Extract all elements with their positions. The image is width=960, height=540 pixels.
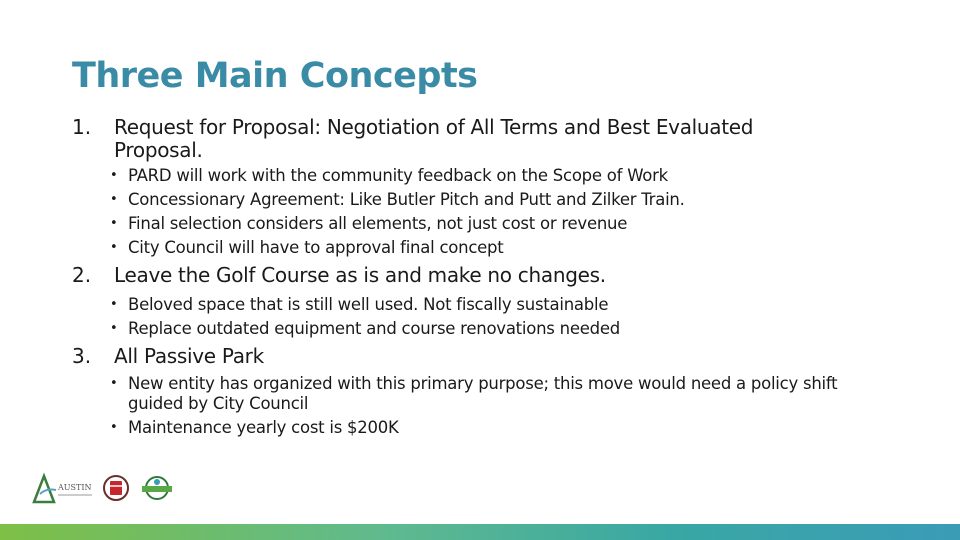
bullet-item xyxy=(110,238,932,258)
bullet-item xyxy=(110,214,932,234)
slide-body xyxy=(72,116,932,442)
bullet-item xyxy=(110,374,890,414)
bullet-text: Beloved space that is still well used. Not fiscally sustainable xyxy=(128,295,609,314)
golf-badge-logo xyxy=(142,477,172,499)
partner-logos xyxy=(30,468,180,508)
bullet-icon: • xyxy=(110,192,118,207)
bullet-icon: • xyxy=(110,420,118,435)
bullet-item xyxy=(110,190,932,210)
seal-logo xyxy=(104,476,128,500)
slide-title: Three Main Concepts xyxy=(72,56,478,96)
bullet-text: PARD will work with the community feedback on the Scope of Work xyxy=(128,166,668,185)
bullet-icon: • xyxy=(110,168,118,183)
logo-group xyxy=(30,468,180,508)
concept-number: 3. xyxy=(72,344,92,368)
concept-bullets xyxy=(72,374,932,438)
bullet-icon: • xyxy=(110,216,118,231)
austin-logo-text: AUSTIN xyxy=(58,483,92,492)
bullet-text: New entity has organized with this primary purpose; this move would need a policy shift guided by City Council xyxy=(128,374,838,413)
austin-parks-logo xyxy=(34,476,92,502)
concept-text: All Passive Park xyxy=(114,344,264,368)
bullet-text: Final selection considers all elements, not just cost or revenue xyxy=(128,214,628,233)
bullet-text: Maintenance yearly cost is $200K xyxy=(128,418,399,437)
bullet-icon: • xyxy=(110,240,118,255)
footer-gradient-bar xyxy=(0,524,960,540)
bullet-icon: • xyxy=(110,321,118,336)
bullet-item xyxy=(110,319,932,339)
concept-3 xyxy=(72,345,932,438)
bullet-text: City Council will have to approval final concept xyxy=(128,238,504,257)
concept-number: 2. xyxy=(72,263,92,287)
bullet-text: Replace outdated equipment and course renovations needed xyxy=(128,319,620,338)
bullet-text: Concessionary Agreement: Like Butler Pitch and Putt and Zilker Train. xyxy=(128,190,685,209)
bullet-icon: • xyxy=(110,297,118,312)
concept-heading xyxy=(72,116,932,162)
bullet-item xyxy=(110,166,932,186)
bullet-icon: • xyxy=(110,376,118,391)
bullet-item xyxy=(110,418,932,438)
concept-1 xyxy=(72,116,932,258)
concept-number: 1. xyxy=(72,115,92,139)
concept-heading xyxy=(72,345,932,368)
concept-text: Leave the Golf Course as is and make no changes. xyxy=(114,263,606,287)
concept-bullets xyxy=(72,166,932,258)
concept-2 xyxy=(72,264,932,339)
concept-bullets xyxy=(72,295,932,339)
bullet-item xyxy=(110,295,932,315)
concept-heading xyxy=(72,264,932,287)
concept-text: Request for Proposal: Negotiation of All Terms and Best Evaluated Proposal. xyxy=(114,115,754,162)
